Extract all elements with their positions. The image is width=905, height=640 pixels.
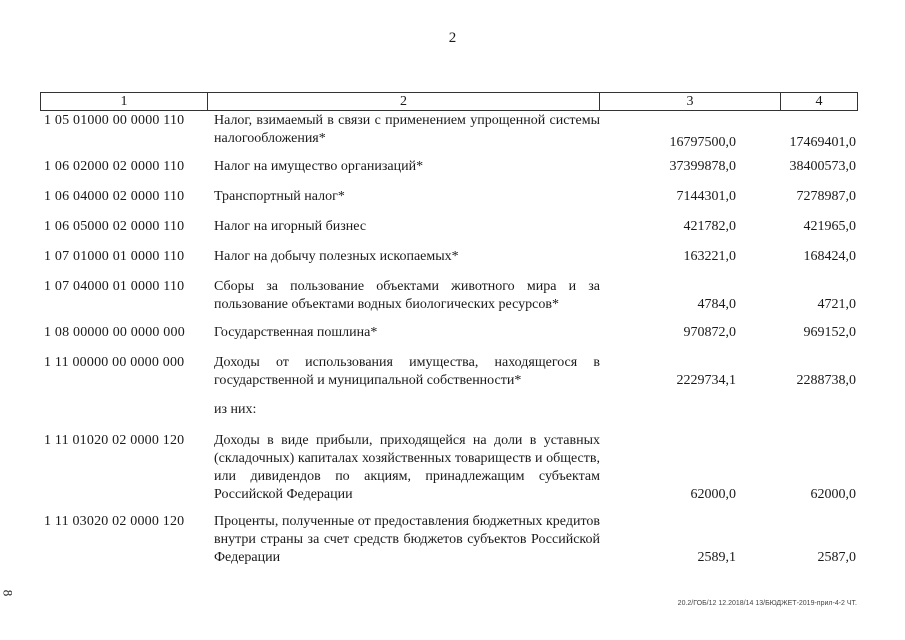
row-value-col4: 2587,0 [817,550,856,565]
page-number: 2 [448,30,457,46]
row-value-col3: 2589,1 [697,550,736,565]
row-name: Доходы в виде прибыли, приходящейся на доли в уставных (складочных) капиталах хозяйственных товариществ и обществ, или дивидендов по акциям, принадлежащим субъектам Российской Федерации [214,433,600,502]
row-value-col3: 16797500,0 [669,135,736,150]
row-value-col4: 168424,0 [803,249,856,264]
row-name: Доходы от использования имущества, находящегося в государственной и муниципальной собственности* [214,355,600,388]
row-code: 1 08 00000 00 0000 000 [44,325,185,340]
row-code: 1 11 03020 02 0000 120 [44,514,185,529]
row-code: 1 05 01000 00 0000 110 [44,113,185,128]
row-value-col4: 421965,0 [803,219,856,234]
row-name: Налог на имущество организаций* [214,159,424,174]
row-value-col4: 62000,0 [810,487,856,502]
row-value-col4: 969152,0 [803,325,856,340]
row-value-col3: 2229734,1 [676,373,736,388]
row-name: Транспортный налог* [214,189,345,204]
row-value-col4: 2288738,0 [796,373,856,388]
row-name: Проценты, полученные от предоставления бюджетных кредитов внутри страны за счет средств бюджетов субъектов Российской Федерации [214,514,600,565]
side-page-mark: 8 [0,589,16,597]
header-col-3: 3 [600,93,781,110]
table-header [40,92,858,111]
header-col-4: 4 [815,94,823,109]
row-name: Государственная пошлина* [214,325,378,340]
row-value-col4: 38400573,0 [789,159,856,174]
row-name: Налог, взимаемый в связи с применением упрощенной системы налогообложения* [214,113,600,146]
row-value-col4: 7278987,0 [796,189,856,204]
row-value-col3: 62000,0 [690,487,736,502]
document-reference: 20.2/ГОБ/12 12.2018/14 13/БЮДЖЕТ-2019-прил-4-2 ЧТ. [677,600,857,607]
row-name: из них: [214,402,257,417]
header-col-1: 1 [41,93,208,110]
row-value-col3: 421782,0 [683,219,736,234]
row-value-col3: 4784,0 [697,297,736,312]
row-name: Налог на игорный бизнес [214,219,367,234]
row-code: 1 11 01020 02 0000 120 [44,433,185,448]
row-value-col3: 163221,0 [683,249,736,264]
row-name: Налог на добычу полезных ископаемых* [214,249,459,264]
row-value-col3: 970872,0 [683,325,736,340]
row-code: 1 06 04000 02 0000 110 [44,189,185,204]
row-value-col3: 37399878,0 [669,159,736,174]
row-name: Сборы за пользование объектами животного мира и за пользование объектами водных биологических ресурсов* [214,279,600,312]
row-code: 1 06 02000 02 0000 110 [44,159,185,174]
row-value-col4: 4721,0 [817,297,856,312]
row-code: 1 07 04000 01 0000 110 [44,279,185,294]
row-code: 1 06 05000 02 0000 110 [44,219,185,234]
row-code: 1 07 01000 01 0000 110 [44,249,185,264]
row-value-col4: 17469401,0 [789,135,856,150]
header-col-2: 2 [208,93,600,110]
row-value-col3: 7144301,0 [676,189,736,204]
row-code: 1 11 00000 00 0000 000 [44,355,185,370]
